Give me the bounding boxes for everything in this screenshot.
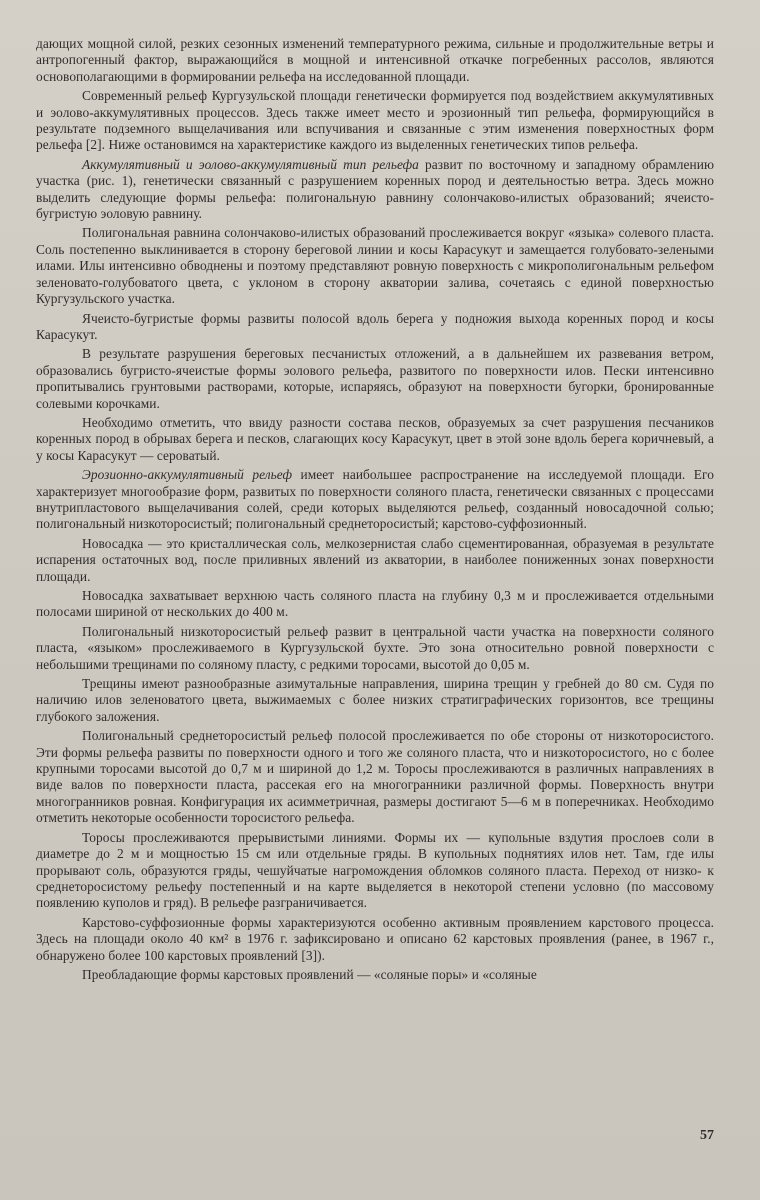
- paragraph: В результате разрушения береговых песчанистых отложений, а в дальнейшем их развевания ветром, образовались бугристо-ячеистые формы эолового рельефа, развитого по поверхности илов. Пески интенсивно пропитывались грунтовыми растворами, которые, испаряясь, образуют на поверхности бугорки, бронированные солевыми корочками.: [36, 346, 714, 411]
- paragraph: Карстово-суффозионные формы характеризуются особенно активным проявлением карстового процесса. Здесь на площади около 40 км² в 1976 г. зафиксировано и описано 62 карстовых проявления (ранее, в 1967 г., обнаружено более 100 карстовых проявлений [3]).: [36, 914, 714, 963]
- paragraph: Необходимо отметить, что ввиду разности состава песков, образуемых за счет разрушения песчаников коренных пород в обрывах берега и песков, слагающих косу Карасукут, цвет в этой зоне вдоль берега коричневый, а у косы Карасукут — сероватый.: [36, 414, 714, 463]
- body-text: [36, 36, 714, 983]
- paragraph: Полигональный среднеторосистый рельеф полосой прослеживается по обе стороны от низкоторосистого. Эти формы рельефа развиты по поверхности одного и того же соляного пласта, что и низкоторосистого, но с более крупными торосами высотой до 0,7 м и шириной до 1,2 м. Торосы прослеживаются в различных направлениях в виде валов по поверхности пласта, рассекая его на многогранники различной формы. Поверхность внутри многогранников ровная. Конфигурация их асимметричная, размеры достигают 5—6 м в поперечниках. Необходимо отметить некоторые особенности торосистого рельефа.: [36, 728, 714, 826]
- paragraph: Полигональная равнина солончаково-илистых образований прослеживается вокруг «языка» солевого пласта. Соль постепенно выклинивается в сторону береговой линии и косы Карасукут и замещается голубовато-зелеными илами. Илы интенсивно обводнены и поэтому представляют ровную поверхность с микрополигональным рельефом зеленовато-голубоватого цвета, с уклоном в сторону акватории залива, сочетаясь с единой поверхностью Кургузульского участка.: [36, 225, 714, 307]
- italic-term: Эрозионно-аккумулятивный рельеф: [82, 467, 292, 483]
- paragraph: Преобладающие формы карстовых проявлений — «соляные поры» и «соляные: [82, 966, 537, 982]
- paragraph: дающих мощной силой, резких сезонных изменений температурного режима, сильные и продолжительные ветры и антропогенный фактор, выражающийся в мощной и интенсивной откачке погребенных рассолов, являются основополагающими в формировании рельефа на исследованной площади.: [36, 36, 714, 84]
- page-number: 57: [700, 1128, 714, 1143]
- paragraph: Ячеисто-бугристые формы развиты полосой вдоль берега у подножия выхода коренных пород и косы Карасукут.: [36, 310, 714, 342]
- paragraph: Современный рельеф Кургузульской площади генетически формируется под воздействием аккумулятивных и эолово-аккумулятивных процессов. Здесь также имеет место и эрозионный тип рельефа, формирующийся в результате подземного выщелачивания или вспучивания и связанные с этим изменения поверхностных форм рельефа [2]. Ниже остановимся на характеристике каждого из выделенных генетических типов рельефа.: [36, 88, 714, 153]
- paragraph: Аккумулятивный и эолово-аккумулятивный тип рельефа развит по восточному и западному обрамлению участка (рис. 1), генетически связанный с разрушением коренных пород и деятельностью ветра. Здесь можно выделить следующие формы рельефа: полигональную равнину солончаково-илистых образований; ячеисто-бугристую эоловую равнину.: [36, 156, 714, 222]
- italic-term: Аккумулятивный и эолово-аккумулятивный тип рельефа: [82, 156, 419, 172]
- paragraph: Трещины имеют разнообразные азимутальные направления, ширина трещин у гребней до 80 см. Судя по наличию илов зеленоватого цвета, выжимаемых с более низких стратиграфических горизонтов, все трещины глубокого заложения.: [36, 676, 714, 724]
- paragraph: Торосы прослеживаются прерывистыми линиями. Формы их — купольные вздутия прослоев соли в диаметре до 2 м и мощностью 15 см или отдельные гряды. В купольных поднятиях илов нет. Там, где илы прорывают соль, образуются гряды, чешуйчатые нагромождения обломков соляного пласта. Переход от низко- к среднеторосистому рельефу постепенный и на карте выделяется в некоторой степени условно (по массовому появлению куполов и гряд). В рельефе разграничивается.: [36, 829, 714, 911]
- paragraph: Эрозионно-аккумулятивный рельеф имеет наибольшее распространение на исследуемой площади. Его характеризует многообразие форм, развитых по поверхности соляного пласта, генетически связанных с процессами внутрипластового выщелачивания солей, среди которых выделяются рельеф, созданный новосадочной солью; полигональный низкоторосистый; полигональный среднеторосистый; карстово-суффозионный.: [36, 467, 714, 532]
- paragraph: Новосадка захватывает верхнюю часть соляного пласта на глубину 0,3 м и прослеживается отдельными полосами шириной от нескольких до 400 м.: [36, 588, 714, 620]
- paragraph: Полигональный низкоторосистый рельеф развит в центральной части участка на поверхности соляного пласта, «языком» прослеживаемого в Кургузульской бухте. Это зона относительно ровной поверхности с небольшими трещинами по соляному пласту, с редкими торосами, высотой до 0,05 м.: [36, 623, 714, 672]
- paragraph: Новосадка — это кристаллическая соль, мелкозернистая слабо сцементированная, образуемая в результате испарения остаточных вод, после приливных явлений из акватории, в наиболее пониженных зонах поверхности площади.: [36, 535, 714, 584]
